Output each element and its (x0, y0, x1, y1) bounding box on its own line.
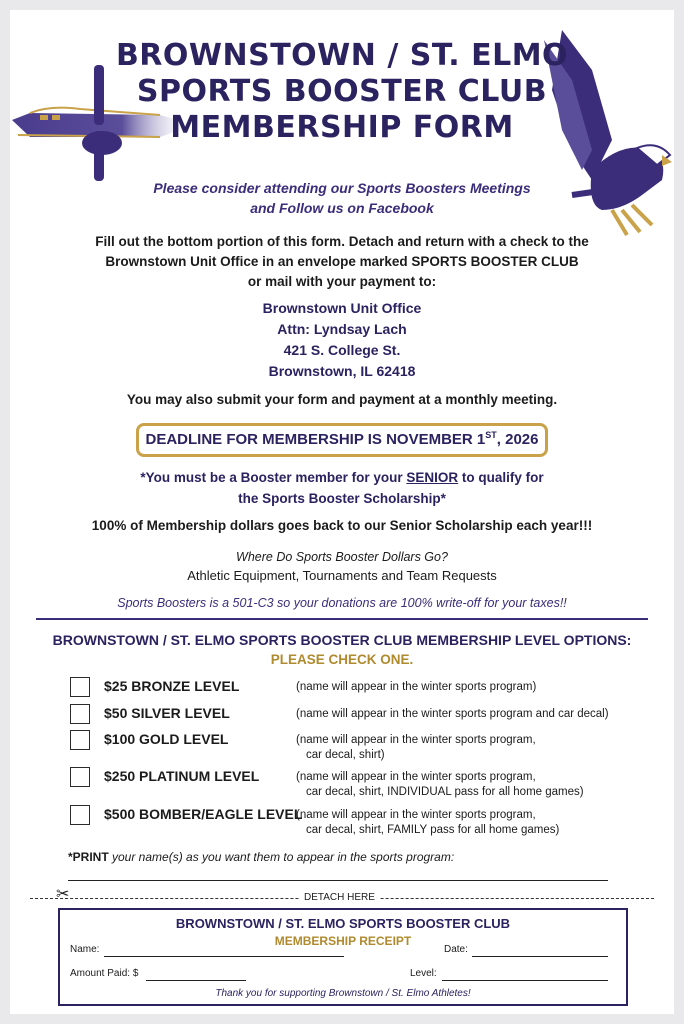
receipt-name-label: Name: (70, 944, 100, 955)
receipt-name-field[interactable] (104, 956, 344, 957)
address-line-1: Brownstown Unit Office (262, 300, 422, 316)
subtitle (10, 178, 674, 218)
level-gold-label: $100 GOLD LEVEL (104, 731, 229, 747)
instructions-line-1: Fill out the bottom portion of this form. Detach and return with a check to the (95, 234, 589, 249)
senior-note-post: to qualify for (458, 470, 544, 485)
flyer-sheet (10, 10, 674, 1014)
address-line-4: Brownstown, IL 62418 (268, 363, 416, 379)
level-eagle-note-2: car decal, shirt, FAMILY pass for all home games) (306, 824, 560, 836)
tax-note: Sports Boosters is a 501-C3 so your donations are 100% write-off for your taxes!! (117, 596, 567, 610)
receipt-level-label: Level: (410, 968, 437, 979)
checkbox-platinum[interactable] (70, 767, 90, 787)
receipt-amount-field[interactable] (146, 980, 246, 981)
senior-note (10, 467, 674, 509)
subtitle-line-1: Please consider attending our Sports Boosters Meetings (153, 180, 531, 196)
level-silver-note: (name will appear in the winter sports program and car decal) (296, 708, 609, 720)
level-eagle-note (296, 808, 559, 838)
membership-receipt (58, 908, 628, 1006)
deadline-year: , 2026 (496, 431, 539, 448)
level-silver-label: $50 SILVER LEVEL (104, 705, 230, 721)
receipt-amount-label: Amount Paid: $ (70, 968, 139, 979)
level-eagle-label: $500 BOMBER/EAGLE LEVEL (104, 806, 303, 822)
receipt-date-field[interactable] (472, 956, 608, 957)
detach-label: DETACH HERE (300, 892, 379, 903)
page-title (10, 38, 674, 146)
receipt-title: BROWNSTOWN / ST. ELMO SPORTS BOOSTER CLUB (175, 916, 511, 931)
receipt-level-field[interactable] (442, 980, 608, 981)
instructions (10, 232, 674, 292)
dollars-note: 100% of Membership dollars goes back to our Senior Scholarship each year!!! (91, 518, 593, 533)
instructions-line-2: Brownstown Unit Office in an envelope marked SPORTS BOOSTER CLUB (105, 254, 579, 269)
meeting-note: You may also submit your form and payment at a monthly meeting. (126, 392, 558, 407)
options-subheader: PLEASE CHECK ONE. (270, 652, 414, 667)
where-question: Where Do Sports Booster Dollars Go? (236, 550, 448, 564)
receipt-thanks: Thank you for supporting Brownstown / St. Elmo Athletes! (215, 988, 471, 999)
level-gold-note-1: (name will appear in the winter sports program, (296, 734, 536, 746)
senior-note-emph: SENIOR (406, 470, 459, 485)
title-line-3: MEMBERSHIP FORM (170, 110, 514, 145)
level-gold-note-2: car decal, shirt) (306, 749, 385, 761)
deadline-text: DEADLINE FOR MEMBERSHIP IS NOVEMBER 1 (145, 431, 486, 448)
checkbox-bronze[interactable] (70, 677, 90, 697)
mailing-address (10, 298, 674, 382)
checkbox-gold[interactable] (70, 730, 90, 750)
level-bronze-note: (name will appear in the winter sports program) (296, 681, 537, 693)
where-answer: Athletic Equipment, Tournaments and Team Requests (187, 568, 497, 583)
receipt-date-label: Date: (444, 944, 468, 955)
address-line-2: Attn: Lyndsay Lach (277, 321, 407, 337)
deadline-box (136, 423, 548, 457)
address-line-3: 421 S. College St. (283, 342, 401, 358)
print-prefix: *PRINT (68, 850, 109, 864)
senior-note-line-2: the Sports Booster Scholarship* (238, 491, 446, 506)
senior-note-pre: *You must be a Booster member for your (140, 470, 407, 485)
receipt-subtitle: MEMBERSHIP RECEIPT (274, 934, 412, 948)
title-line-2: SPORTS BOOSTER CLUB (136, 74, 548, 109)
checkbox-silver[interactable] (70, 704, 90, 724)
scissors-icon: ✂ (56, 886, 70, 903)
instructions-line-3: or mail with your payment to: (247, 274, 437, 289)
options-header: BROWNSTOWN / ST. ELMO SPORTS BOOSTER CLUB MEMBERSHIP LEVEL OPTIONS: (52, 632, 632, 648)
subtitle-line-2: and Follow us on Facebook (250, 200, 434, 216)
title-line-1: BROWNSTOWN / ST. ELMO (115, 38, 569, 73)
level-platinum-note-1: (name will appear in the winter sports program, (296, 771, 536, 783)
level-platinum-label: $250 PLATINUM LEVEL (104, 768, 260, 784)
print-rest: your name(s) as you want them to appear in the sports program: (108, 850, 455, 864)
checkbox-eagle[interactable] (70, 805, 90, 825)
deadline-sup: ST (485, 430, 497, 440)
level-platinum-note-2: car decal, shirt, INDIVIDUAL pass for all home games) (306, 786, 584, 798)
level-eagle-note-1: (name will appear in the winter sports program, (296, 809, 536, 821)
level-gold-note (296, 733, 536, 763)
section-divider (36, 618, 648, 620)
level-platinum-note (296, 770, 584, 800)
print-instruction (68, 850, 454, 864)
print-name-line[interactable] (68, 880, 608, 881)
level-bronze-label: $25 BRONZE LEVEL (104, 678, 240, 694)
